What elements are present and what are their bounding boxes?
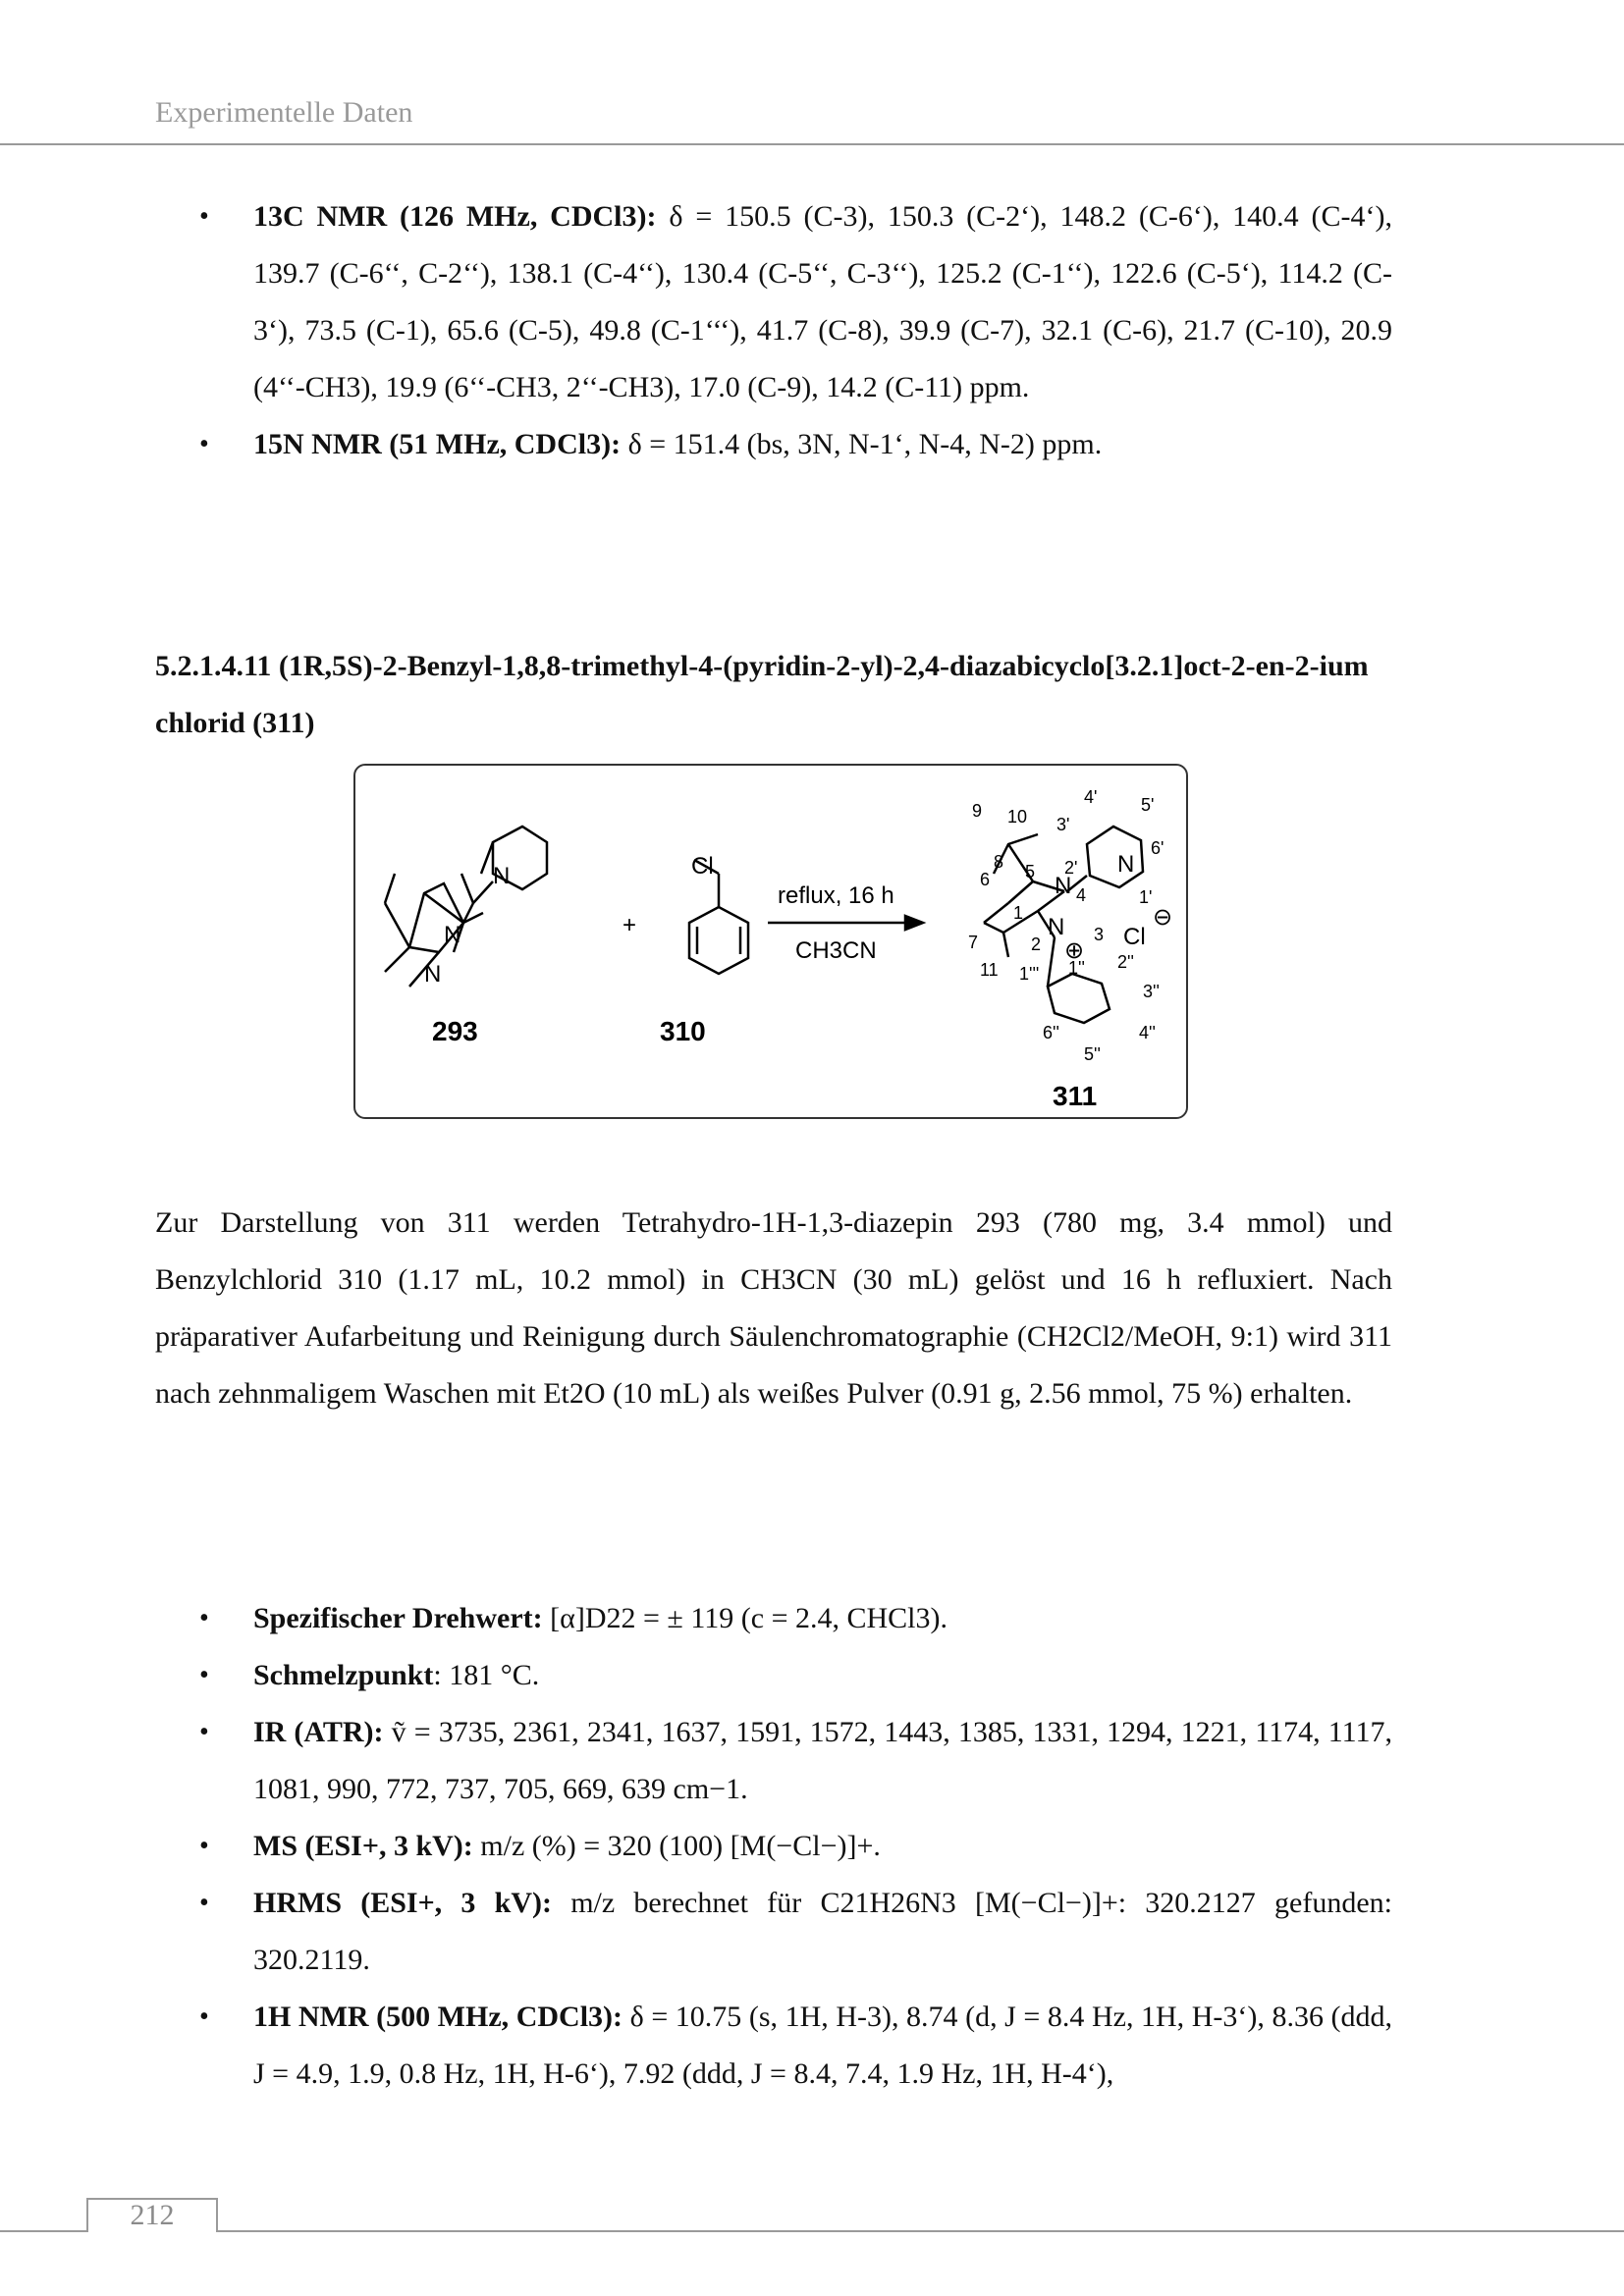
atom-number-5-prime: 5' bbox=[1141, 795, 1155, 815]
ms-text: m/z (%) = 320 (100) [M(−Cl−)]+. bbox=[480, 1830, 881, 1862]
n15-nmr-item bbox=[155, 416, 1392, 473]
plus-sign: + bbox=[623, 912, 637, 938]
label-n-pyridine-1: N bbox=[493, 863, 511, 889]
atom-number-2: 2 bbox=[1031, 934, 1042, 954]
n15-nmr-text: δ = 151.4 (bs, 3N, N-1‘, N-4, N-2) ppm. bbox=[627, 428, 1103, 460]
rotation-label: Spezifischer Drehwert: bbox=[253, 1602, 543, 1634]
rotation-text: [α]D22 = ± 119 (c = 2.4, CHCl3). bbox=[550, 1602, 948, 1634]
label-n4: N bbox=[1055, 873, 1072, 899]
footer-rule-right bbox=[216, 2230, 1624, 2232]
atom-number-4-double-prime: 4'' bbox=[1139, 1023, 1156, 1042]
hrms-label: HRMS (ESI+, 3 kV): bbox=[253, 1887, 552, 1919]
compound-311: 311 bbox=[1053, 1081, 1098, 1111]
n15-nmr-label: 15N NMR (51 MHz, CDCl3): bbox=[253, 428, 622, 460]
c13-nmr-item bbox=[155, 188, 1392, 416]
atom-number-9: 9 bbox=[972, 801, 983, 821]
reaction-arrow bbox=[768, 916, 923, 930]
top-nmr-list bbox=[155, 188, 1392, 473]
label-chloride: Cl bbox=[1123, 924, 1146, 950]
atom-number-10: 10 bbox=[1007, 807, 1028, 827]
label-cl: Cl bbox=[691, 853, 714, 880]
melting-text: : 181 °C. bbox=[433, 1659, 540, 1691]
h1-nmr-label: 1H NMR (500 MHz, CDCl3): bbox=[253, 2001, 623, 2033]
minus-charge: ⊖ bbox=[1153, 904, 1173, 931]
atom-number-1-double-prime: 1'' bbox=[1068, 958, 1085, 978]
ms-label: MS (ESI+, 3 kV): bbox=[253, 1830, 473, 1862]
atom-number-5-double-prime: 5'' bbox=[1084, 1044, 1101, 1064]
h1-nmr-text: δ = 10.75 (s, 1H, H-3), 8.74 (d, J = 8.4 Hz, 1H, H-3‘), 8.36 (ddd, J = 4.9, 1.9, 0.8 Hz, 1H, H-6‘), 7.92 (ddd, J = 8.4, 7.4, 1.9 Hz, 1H, H-4‘), bbox=[253, 2001, 1393, 2090]
reaction-scheme bbox=[353, 764, 1188, 1119]
label-n-2: N bbox=[424, 961, 442, 988]
footer-rule-left bbox=[0, 2230, 86, 2232]
h1-nmr-item bbox=[155, 1989, 1392, 2103]
condition-bottom: CH3CN bbox=[795, 937, 877, 964]
procedure-paragraph: Zur Darstellung von 311 werden Tetrahydro-1H-1,3-diazepin 293 (780 mg, 3.4 mmol) und Benzylchlorid 310 (1.17 mL, 10.2 mmol) in CH3CN (30 mL) gelöst und 16 h refluxiert. Nach präparativer Aufarbeitung und Reinigung durch Säulenchromatographie (CH2Cl2/MeOH, 9:1) wird 311 nach zehnmaligem Waschen mit Et2O (10 mL) als weißes Pulver (0.91 g, 2.56 mmol, 75 %) erhalten. bbox=[155, 1206, 1392, 1410]
reactant-1-structure bbox=[385, 827, 547, 987]
atom-number-2-double-prime: 2'' bbox=[1117, 952, 1134, 972]
label-n1-prime: N bbox=[1117, 851, 1135, 878]
scheme-text bbox=[424, 851, 1172, 988]
ms-item bbox=[155, 1818, 1392, 1875]
c13-nmr-label: 13C NMR (126 MHz, CDCl3): bbox=[253, 200, 657, 233]
scheme-drawing bbox=[355, 766, 1186, 1117]
atom-number-6: 6 bbox=[980, 870, 991, 889]
page-number: 212 bbox=[130, 2199, 175, 2231]
atom-number-1-prime: 1' bbox=[1139, 887, 1153, 907]
running-title: Experimentelle Daten bbox=[155, 96, 413, 129]
atom-number-6-double-prime: 6'' bbox=[1043, 1023, 1059, 1042]
label-n-1: N bbox=[444, 922, 461, 948]
atom-number-3: 3 bbox=[1094, 925, 1105, 944]
ir-text: ṽ = 3735, 2361, 2341, 1637, 1591, 1572, 1443, 1385, 1331, 1294, 1221, 1174, 1117, 1081, 990, 772, 737, 705, 669, 639 cm−1. bbox=[253, 1716, 1392, 1805]
atom-number-1-triple-prime: 1''' bbox=[1019, 964, 1040, 984]
atom-number-1: 1 bbox=[1013, 903, 1024, 923]
c13-nmr-text: δ = 150.5 (C-3), 150.3 (C-2‘), 148.2 (C-6‘), 140.4 (C-4‘), 139.7 (C-6‘‘, C-2‘‘), 138.1 (C-4‘‘), 130.4 (C-5‘‘, C-3‘‘), 125.2 (C-1‘‘), 122.6 (C-5‘), 114.2 (C-3‘), 73.5 (C-1), 65.6 (C-5), 49.8 (C-1‘‘‘), 41.7 (C-8), 39.9 (C-7), 32.1 (C-6), 21.7 (C-10), 20.9 (4‘‘-CH3), 19.9 (6‘‘-CH3, 2‘‘-CH3), 17.0 (C-9), 14.2 (C-11) ppm. bbox=[253, 200, 1393, 403]
plus-charge: ⊕ bbox=[1064, 937, 1085, 964]
atom-number-8: 8 bbox=[994, 852, 1004, 872]
atom-number-5: 5 bbox=[1025, 862, 1036, 881]
label-n2: N bbox=[1048, 914, 1065, 940]
header-rule bbox=[0, 143, 1624, 145]
atom-number-4-prime: 4' bbox=[1084, 787, 1098, 807]
atom-number-4: 4 bbox=[1076, 885, 1087, 905]
compound-293: 293 bbox=[432, 1016, 478, 1046]
condition-top: reflux, 16 h bbox=[778, 882, 894, 909]
characterization-list bbox=[155, 1590, 1392, 2103]
ir-label: IR (ATR): bbox=[253, 1716, 384, 1748]
hrms-text: m/z berechnet für C21H26N3 [M(−Cl−)]+: 320.2127 gefunden: 320.2119. bbox=[253, 1887, 1392, 1976]
section-heading: 5.2.1.4.11 (1R,5S)-2-Benzyl-1,8,8-trimethyl-4-(pyridin-2-yl)-2,4-diazabicyclo[3.2.1]oct-2-en-2-ium chlorid (311) bbox=[155, 650, 1369, 739]
atom-number-6-prime: 6' bbox=[1151, 838, 1164, 858]
hrms-item bbox=[155, 1875, 1392, 1989]
rotation-item bbox=[155, 1590, 1392, 1647]
melting-item bbox=[155, 1647, 1392, 1704]
atom-number-11: 11 bbox=[980, 960, 999, 980]
atom-number-2-prime: 2' bbox=[1064, 858, 1078, 878]
ir-item bbox=[155, 1704, 1392, 1818]
atom-number-7: 7 bbox=[968, 933, 979, 952]
melting-label: Schmelzpunkt bbox=[253, 1659, 434, 1691]
compound-numbers bbox=[432, 1016, 1097, 1111]
compound-310: 310 bbox=[660, 1016, 706, 1046]
atom-number-3-prime: 3' bbox=[1056, 815, 1070, 834]
atom-number-3-double-prime: 3'' bbox=[1143, 982, 1160, 1001]
